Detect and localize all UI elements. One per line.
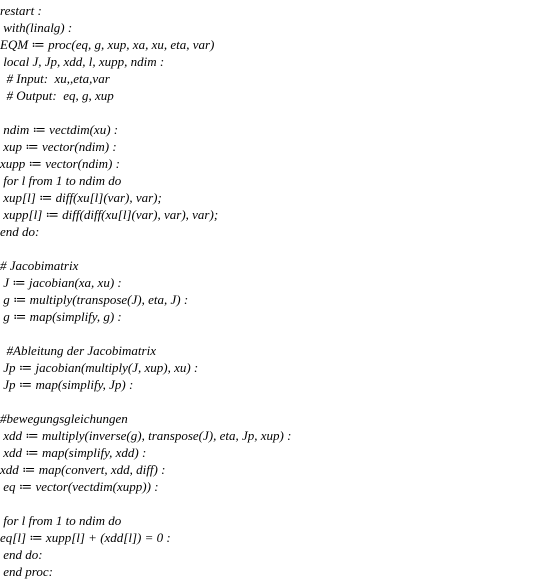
code-line[interactable]: EQM ≔ proc(eq, g, xup, xa, xu, eta, var): [0, 37, 215, 52]
code-line[interactable]: xupp ≔ vector(ndim) :: [0, 156, 120, 171]
code-line[interactable]: end do:: [0, 224, 40, 239]
code-line[interactable]: xupp[l] ≔ diff(diff(xu[l](var), var), var);: [0, 207, 219, 222]
code-line[interactable]: g ≔ map(simplify, g) :: [0, 309, 122, 324]
code-line[interactable]: end proc:: [0, 564, 53, 579]
code-line[interactable]: xup ≔ vector(ndim) :: [0, 139, 117, 154]
code-line[interactable]: xup[l] ≔ diff(xu[l](var), var);: [0, 190, 162, 205]
code-line[interactable]: xdd ≔ map(convert, xdd, diff) :: [0, 462, 166, 477]
code-line[interactable]: end do:: [0, 547, 43, 562]
code-line[interactable]: for l from 1 to ndim do: [0, 513, 122, 528]
code-line[interactable]: xdd ≔ map(simplify, xdd) :: [0, 445, 147, 460]
code-line[interactable]: xdd ≔ multiply(inverse(g), transpose(J), eta, Jp, xup) :: [0, 428, 292, 443]
code-line[interactable]: with(linalg) :: [0, 20, 73, 35]
code-line[interactable]: # Output: eq, g, xup: [0, 88, 114, 103]
code-line[interactable]: # Jacobimatrix: [0, 258, 79, 273]
code-line[interactable]: eq ≔ vector(vectdim(xupp)) :: [0, 479, 159, 494]
code-line[interactable]: #bewegungsgleichungen: [0, 411, 128, 426]
code-line[interactable]: restart :: [0, 3, 42, 18]
code-line[interactable]: Jp ≔ jacobian(multiply(J, xup), xu) :: [0, 360, 199, 375]
code-line[interactable]: # Input: xu,,eta,var: [0, 71, 110, 86]
code-line[interactable]: ndim ≔ vectdim(xu) :: [0, 122, 119, 137]
code-line[interactable]: #Ableitung der Jacobimatrix: [0, 343, 156, 358]
code-line[interactable]: for l from 1 to ndim do: [0, 173, 122, 188]
code-line[interactable]: J ≔ jacobian(xa, xu) :: [0, 275, 122, 290]
code-line[interactable]: local J, Jp, xdd, l, xupp, ndim :: [0, 54, 165, 69]
code-line[interactable]: g ≔ multiply(transpose(J), eta, J) :: [0, 292, 189, 307]
code-line[interactable]: Jp ≔ map(simplify, Jp) :: [0, 377, 134, 392]
code-line[interactable]: eq[l] ≔ xupp[l] + (xdd[l]) = 0 :: [0, 530, 171, 545]
